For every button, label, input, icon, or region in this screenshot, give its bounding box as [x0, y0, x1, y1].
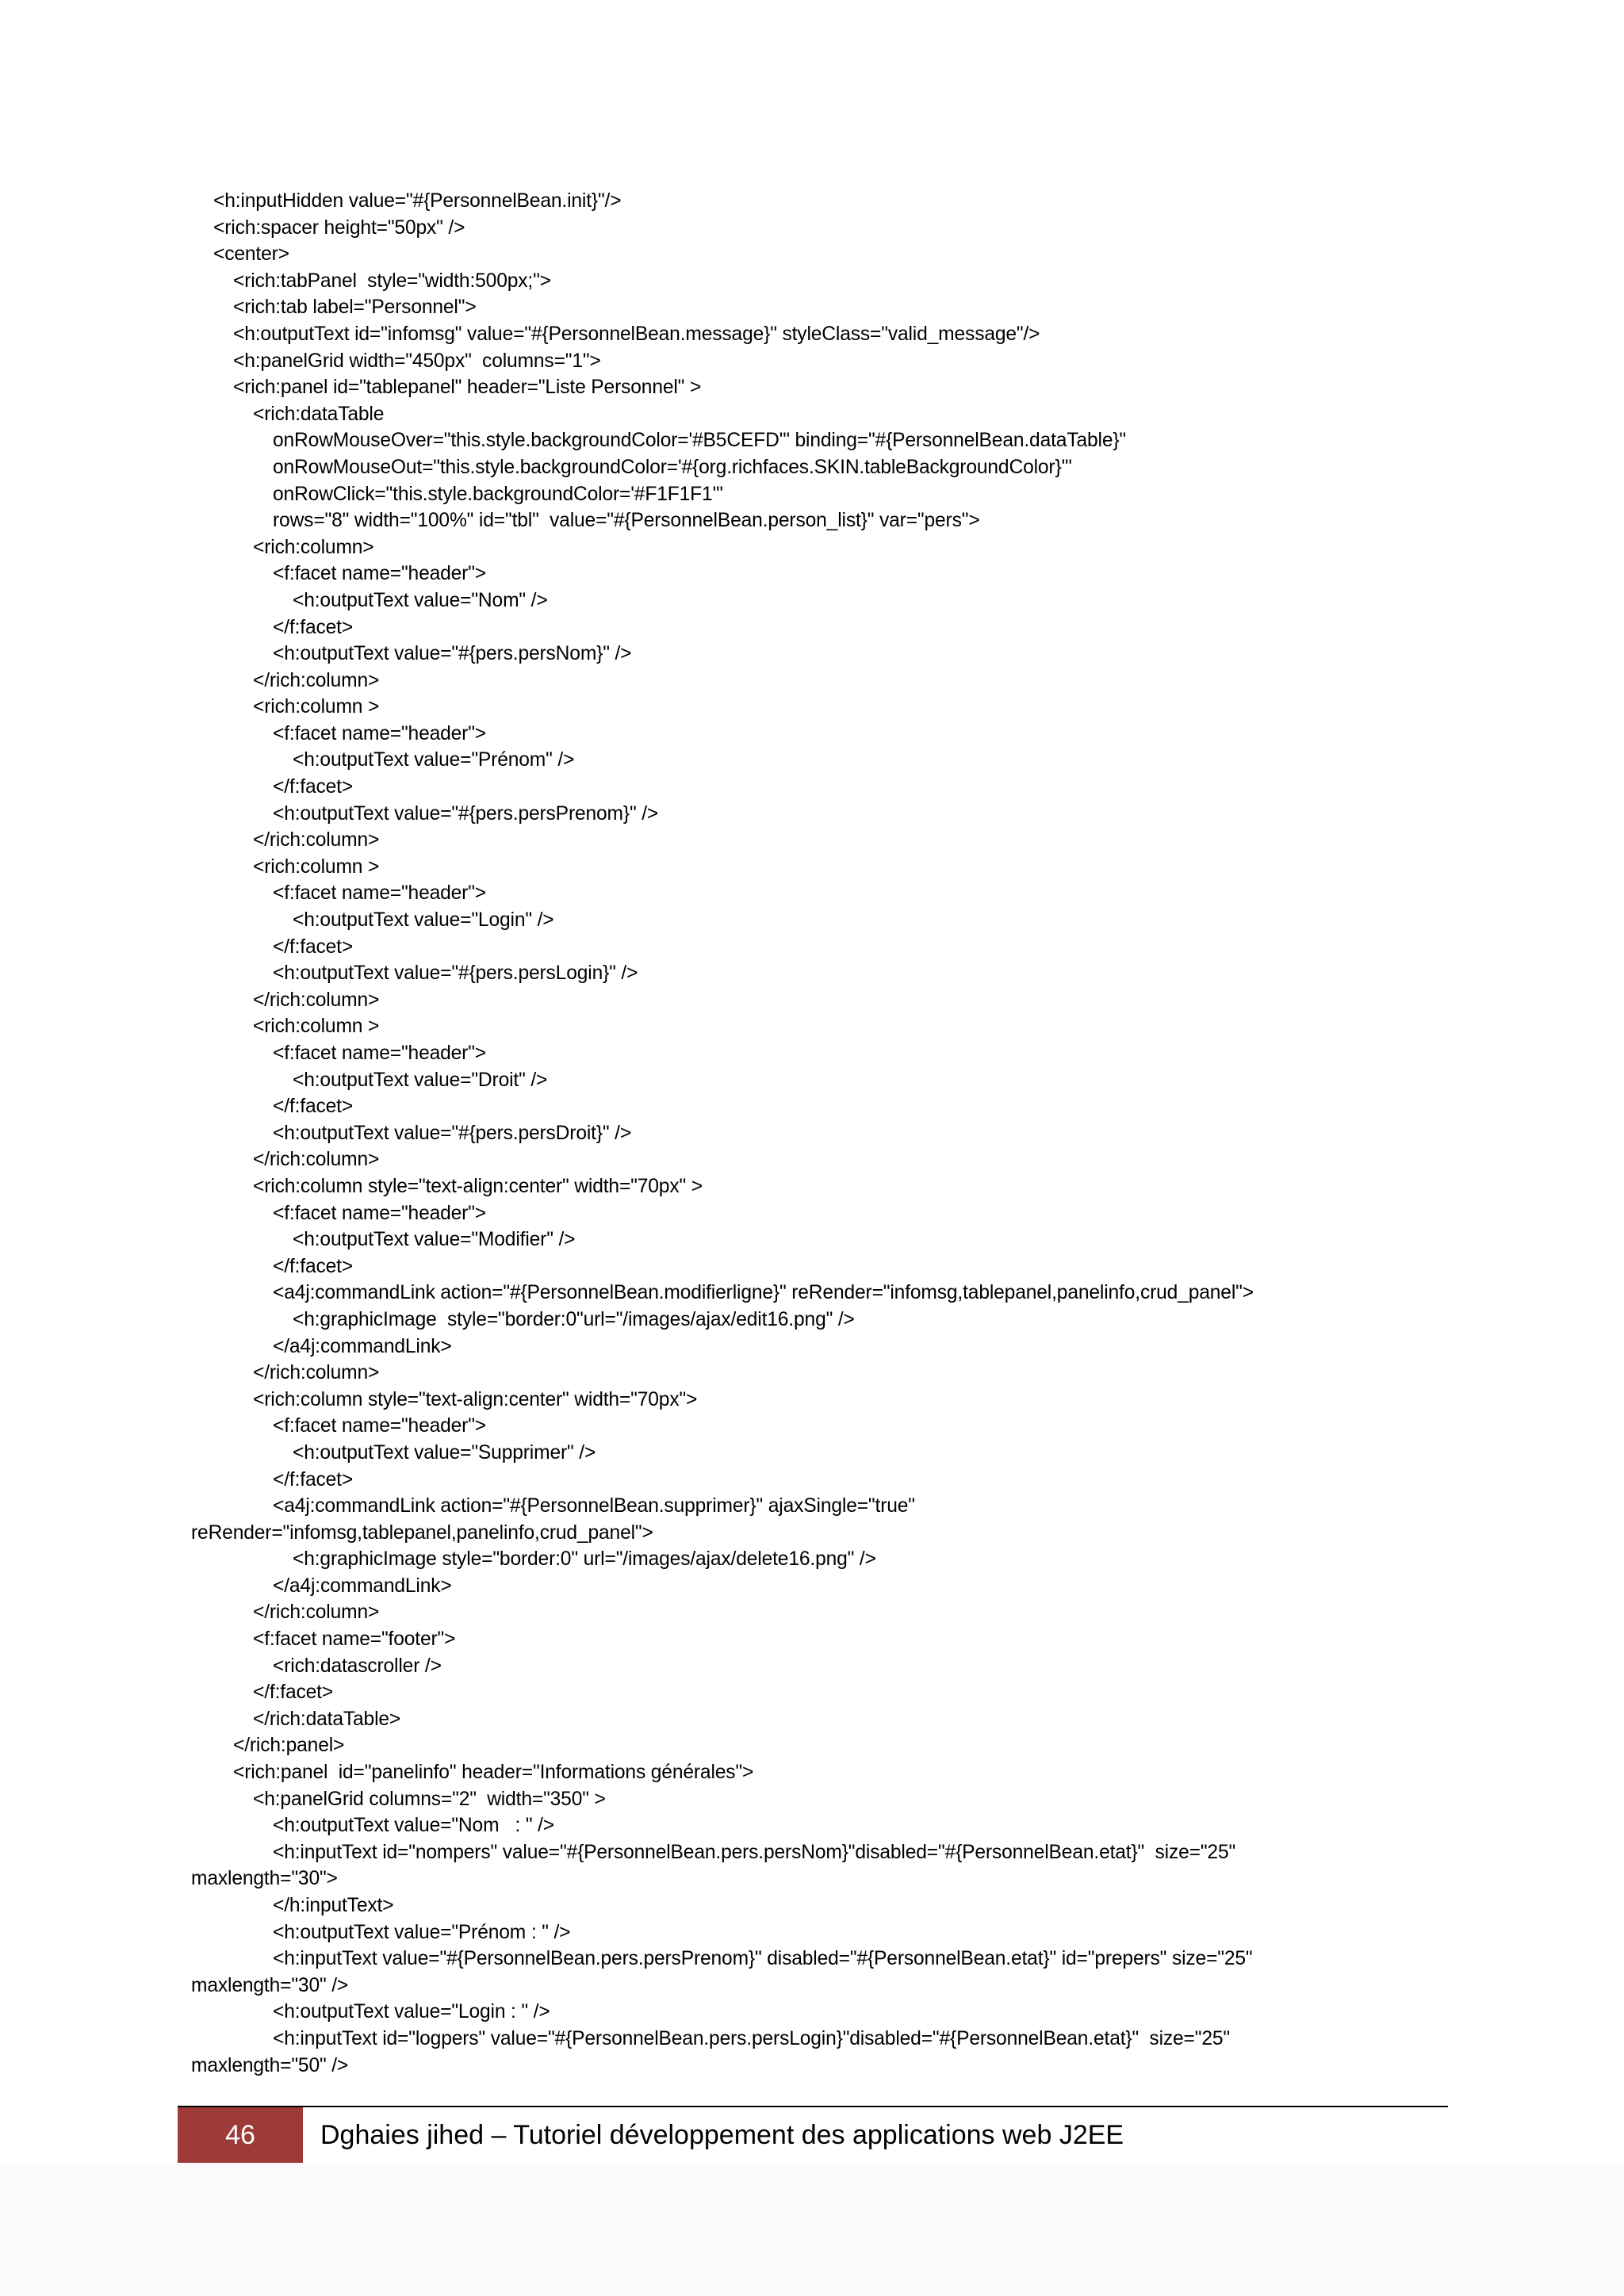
code-line: <h:outputText value="#{pers.persNom}" /> — [273, 643, 632, 665]
code-line: </f:facet> — [273, 1096, 354, 1118]
code-line: reRender="infomsg,tablepanel,panelinfo,crud_panel"> — [191, 1521, 653, 1544]
code-line: </rich:column> — [253, 669, 380, 691]
code-line: <f:facet name="header"> — [273, 722, 487, 744]
code-line: onRowMouseOut="this.style.backgroundColor='#{org.richfaces.SKIN.tableBackgroundColor}'" — [273, 456, 1072, 478]
code-line: </f:facet> — [273, 776, 354, 798]
code-line: <rich:column > — [253, 696, 380, 718]
code-line: </rich:dataTable> — [253, 1708, 401, 1730]
code-line: </f:facet> — [273, 936, 354, 958]
code-listing — [193, 188, 1589, 2079]
code-line: <h:outputText value="Login : " /> — [273, 2001, 550, 2023]
code-line: </rich:panel> — [233, 1735, 345, 1757]
code-line: </rich:column> — [253, 1601, 380, 1624]
code-line: <h:outputText value="Nom : " /> — [273, 1815, 554, 1837]
code-line: <h:outputText value="#{pers.persPrenom}" /> — [273, 802, 659, 825]
code-line: <h:inputText value="#{PersonnelBean.pers.persPrenom}" disabled="#{PersonnelBean.etat}" id="prepers" size="25" — [273, 1948, 1253, 1970]
code-line: <f:facet name="footer"> — [253, 1628, 456, 1651]
code-line: <rich:dataTable — [253, 403, 385, 425]
code-line: <a4j:commandLink action="#{PersonnelBean.modifierligne}" reRender="infomsg,tablepanel,panelinfo,crud_panel"> — [273, 1282, 1254, 1304]
code-line: <rich:tab label="Personnel"> — [233, 297, 477, 319]
code-line: <rich:tabPanel style="width:500px;"> — [233, 270, 551, 292]
code-line: <rich:datascroller /> — [273, 1655, 442, 1677]
code-line: <rich:column > — [253, 1016, 380, 1038]
code-line: <h:inputText id="logpers" value="#{PersonnelBean.pers.persLogin}"disabled="#{PersonnelBean.etat}" size="25" — [273, 2027, 1230, 2049]
code-line: <f:facet name="header"> — [273, 1415, 487, 1437]
code-line: <rich:column> — [253, 536, 374, 558]
code-line: <rich:spacer height="50px" /> — [213, 216, 465, 239]
code-line: </rich:column> — [253, 829, 380, 851]
code-line: <h:outputText value="Prénom" /> — [293, 749, 575, 771]
code-line: </f:facet> — [273, 616, 354, 638]
code-line: </f:facet> — [253, 1682, 334, 1704]
code-line: <center> — [213, 243, 289, 266]
code-line: <h:outputText value="Droit" /> — [293, 1069, 548, 1091]
page-number: 46 — [178, 2107, 303, 2163]
code-line: <h:panelGrid width="450px" columns="1"> — [233, 350, 601, 372]
code-line: <h:outputText value="#{pers.persDroit}" /> — [273, 1122, 632, 1144]
code-line: </f:facet> — [273, 1255, 354, 1277]
code-line: </a4j:commandLink> — [273, 1335, 452, 1357]
code-line: maxlength="50" /> — [191, 2054, 349, 2076]
code-line: <h:outputText value="#{pers.persLogin}" /> — [273, 962, 638, 985]
code-line: <h:outputText id="infomsg" value="#{PersonnelBean.message}" styleClass="valid_message"/> — [233, 323, 1040, 345]
code-line: <h:outputText value="Prénom : " /> — [273, 1921, 571, 1943]
code-line: </h:inputText> — [273, 1895, 394, 1916]
code-line: <f:facet name="header"> — [273, 882, 487, 905]
code-line: rows="8" width="100%" id="tbl" value="#{PersonnelBean.person_list}" var="pers"> — [273, 510, 980, 532]
code-line: onRowClick="this.style.backgroundColor='#F1F1F1'" — [273, 483, 723, 505]
code-line: </a4j:commandLink> — [273, 1575, 452, 1597]
footer-title: Dghaies jihed – Tutoriel développement des applications web J2EE — [320, 2120, 1124, 2150]
code-line: <rich:column > — [253, 855, 380, 878]
code-line: <h:outputText value="Nom" /> — [293, 589, 548, 611]
code-line: <h:outputText value="Supprimer" /> — [293, 1441, 596, 1464]
code-line: </rich:column> — [253, 1149, 380, 1171]
code-line: <a4j:commandLink action="#{PersonnelBean.supprimer}" ajaxSingle="true" — [273, 1495, 915, 1517]
page-bottom-shade — [0, 2163, 1624, 2296]
code-line: <h:inputHidden value="#{PersonnelBean.init}"/> — [213, 190, 622, 212]
code-line: <f:facet name="header"> — [273, 563, 487, 585]
code-line: <h:graphicImage style="border:0" url="/images/ajax/delete16.png" /> — [293, 1548, 876, 1571]
code-line: <f:facet name="header"> — [273, 1043, 487, 1064]
code-line: <rich:panel id="panelinfo" header="Informations générales"> — [233, 1762, 754, 1784]
code-line: </rich:column> — [253, 1362, 380, 1384]
code-line: <h:outputText value="Login" /> — [293, 909, 554, 932]
code-line: maxlength="30"> — [191, 1868, 338, 1890]
code-line: <h:inputText id="nompers" value="#{PersonnelBean.pers.persNom}"disabled="#{PersonnelBean.etat}" size="25" — [273, 1841, 1236, 1863]
code-line: onRowMouseOver="this.style.backgroundColor='#B5CEFD'" binding="#{PersonnelBean.dataTable}" — [273, 430, 1127, 452]
code-line: <f:facet name="header"> — [273, 1202, 487, 1224]
code-line: <rich:panel id="tablepanel" header="Liste Personnel" > — [233, 377, 702, 399]
code-line: <h:graphicImage style="border:0"url="/images/ajax/edit16.png" /> — [293, 1308, 855, 1330]
code-line: </f:facet> — [273, 1468, 354, 1490]
code-line: <h:outputText value="Modifier" /> — [293, 1229, 576, 1251]
code-line: maxlength="30" /> — [191, 1974, 349, 1996]
code-line: <h:panelGrid columns="2" width="350" > — [253, 1788, 606, 1810]
code-line: <rich:column style="text-align:center" width="70px" > — [253, 1175, 703, 1197]
code-line: </rich:column> — [253, 989, 380, 1011]
code-line: <rich:column style="text-align:center" width="70px"> — [253, 1388, 698, 1410]
